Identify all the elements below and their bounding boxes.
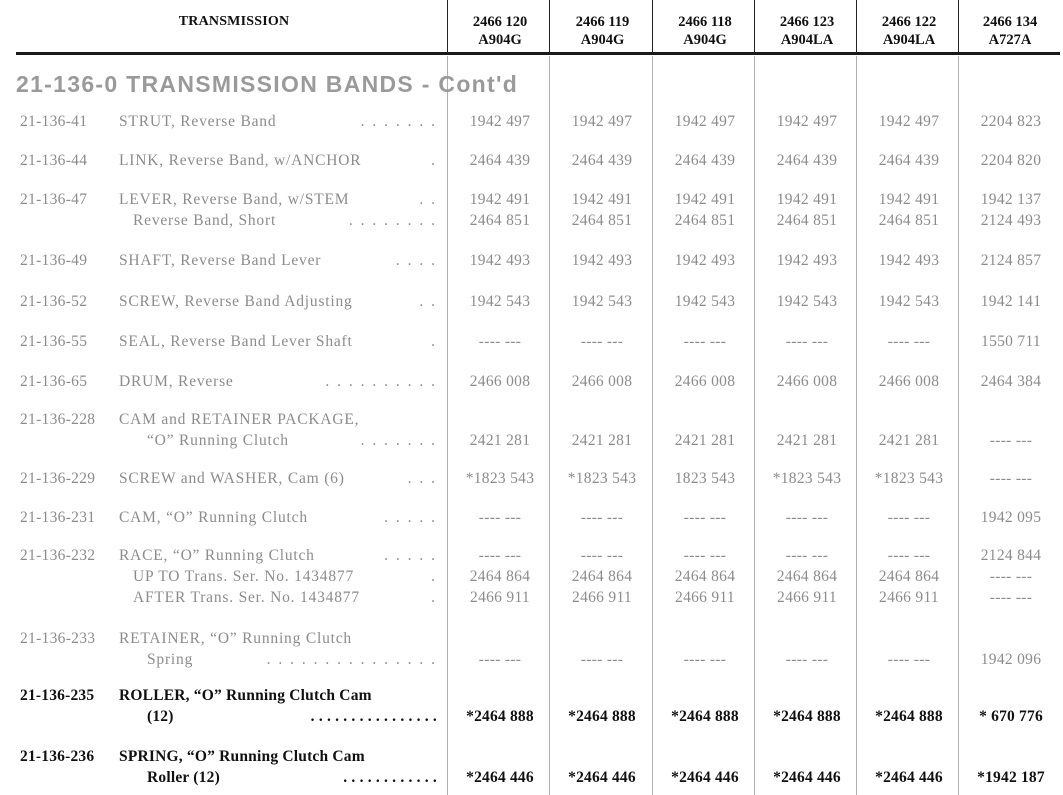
part-number: 21-136-236 (20, 748, 95, 765)
column-header (960, 13, 1060, 49)
column-divider (549, 0, 550, 54)
leader-dots: . . . . . (384, 509, 437, 526)
part-cell: *2464 446 (773, 769, 841, 786)
part-number: 21-136-229 (20, 470, 96, 487)
part-description: SEAL, Reverse Band Lever Shaft (119, 333, 353, 350)
part-cell: 2464 864 (674, 568, 736, 585)
part-description: LINK, Reverse Band, w/ANCHOR (119, 152, 362, 169)
leader-dots: . . (419, 293, 437, 310)
column-model-code: A904G (683, 32, 727, 48)
part-description: ROLLER, “O” Running Clutch Cam (119, 687, 372, 704)
row-line (0, 113, 1063, 133)
part-cell: ---- --- (580, 333, 624, 350)
part-cell: 2464 864 (776, 568, 838, 585)
row-line (0, 212, 1063, 232)
part-cell: ---- --- (989, 568, 1033, 585)
part-cell: 1942 543 (571, 293, 633, 310)
part-cell: ---- --- (580, 509, 624, 526)
part-number: 21-136-65 (20, 373, 88, 390)
part-cell: 2464 851 (878, 212, 940, 229)
part-cell: 1942 497 (571, 113, 633, 130)
leader-dots: . (431, 152, 437, 169)
leader-dots: . . . . . . . . . . . . . . . . (310, 708, 437, 725)
part-cell: 1942 543 (878, 293, 940, 310)
part-cell: 2421 281 (469, 432, 531, 449)
part-cell: 1942 141 (980, 293, 1042, 310)
part-cell: 1942 491 (674, 191, 736, 208)
column-divider (958, 0, 959, 54)
part-cell: 1942 491 (878, 191, 940, 208)
part-cell: 2464 851 (469, 212, 531, 229)
column-header (449, 13, 551, 49)
leader-dots: . . . . . . . . (348, 212, 437, 229)
leader-dots: . . . . . . . . . . . . . . . (266, 651, 437, 668)
part-cell: *2464 446 (875, 769, 943, 786)
part-cell: 2204 820 (980, 152, 1042, 169)
part-cell: 2421 281 (776, 432, 838, 449)
row-line (0, 547, 1063, 567)
part-cell: *2464 888 (466, 708, 534, 725)
column-part-number: 2466 120 (472, 14, 528, 30)
part-number: 21-136-231 (20, 509, 96, 526)
part-cell: 2464 439 (878, 152, 940, 169)
part-cell: 2124 857 (980, 252, 1042, 269)
column-header (756, 13, 858, 49)
part-number: 21-136-44 (20, 152, 88, 169)
part-description: SCREW, Reverse Band Adjusting (119, 293, 353, 310)
part-description: “O” Running Clutch (147, 432, 289, 449)
part-cell: 2466 008 (878, 373, 940, 390)
part-cell: ---- --- (785, 547, 829, 564)
part-cell: 1942 493 (571, 252, 633, 269)
part-cell: *2464 446 (466, 769, 534, 786)
part-cell: 1942 491 (776, 191, 838, 208)
leader-dots: . . . . . . . (360, 432, 437, 449)
column-header (654, 13, 756, 49)
leader-dots: . . . . . (384, 547, 437, 564)
part-cell: ---- --- (478, 509, 522, 526)
part-cell: 1942 491 (571, 191, 633, 208)
part-cell: 2466 911 (879, 589, 939, 606)
part-description: SHAFT, Reverse Band Lever (119, 252, 322, 269)
part-cell: 1942 497 (469, 113, 531, 130)
row-line (0, 687, 1063, 707)
row-line (0, 708, 1063, 728)
column-model-code: A904G (478, 32, 522, 48)
part-description: CAM and RETAINER PACKAGE, (119, 411, 360, 428)
part-cell: 2464 439 (776, 152, 838, 169)
part-cell: ---- --- (989, 432, 1033, 449)
part-description: CAM, “O” Running Clutch (119, 509, 308, 526)
part-cell: 1942 497 (776, 113, 838, 130)
part-cell: 1942 096 (980, 651, 1042, 668)
leader-dots: . (431, 333, 437, 350)
row-line (0, 509, 1063, 529)
part-cell: 1942 493 (674, 252, 736, 269)
part-cell: 1942 095 (980, 509, 1042, 526)
leader-dots: . . (419, 191, 437, 208)
part-cell: 2464 439 (571, 152, 633, 169)
part-cell: ---- --- (887, 333, 931, 350)
part-cell: 1942 493 (878, 252, 940, 269)
part-cell: 2464 864 (878, 568, 940, 585)
part-cell: 2464 384 (980, 373, 1042, 390)
part-cell: 1942 137 (980, 191, 1042, 208)
header-rule (16, 52, 1060, 55)
part-cell: *2464 888 (875, 708, 943, 725)
part-cell: 2124 844 (980, 547, 1042, 564)
part-cell: * 670 776 (979, 708, 1043, 725)
part-cell: 1942 493 (469, 252, 531, 269)
row-line (0, 191, 1063, 211)
part-description: Roller (12) (147, 769, 220, 786)
part-cell: 1942 543 (674, 293, 736, 310)
part-number: 21-136-55 (20, 333, 88, 350)
row-line (0, 748, 1063, 768)
column-divider (447, 0, 448, 54)
row-line (0, 373, 1063, 393)
part-cell: ---- --- (887, 547, 931, 564)
part-cell: 2421 281 (674, 432, 736, 449)
part-cell: 1942 543 (776, 293, 838, 310)
part-description: Reverse Band, Short (133, 212, 277, 229)
part-cell: ---- --- (683, 509, 727, 526)
part-cell: 1942 493 (776, 252, 838, 269)
part-cell: 2464 439 (674, 152, 736, 169)
row-line (0, 333, 1063, 353)
part-cell: *2464 446 (568, 769, 636, 786)
row-line (0, 293, 1063, 313)
part-cell: *1823 543 (567, 470, 637, 487)
part-cell: *1823 543 (772, 470, 842, 487)
part-cell: 2466 911 (777, 589, 837, 606)
part-description: SCREW and WASHER, Cam (6) (119, 470, 345, 487)
part-cell: 2464 851 (674, 212, 736, 229)
part-cell: 2464 851 (776, 212, 838, 229)
part-number: 21-136-52 (20, 293, 88, 310)
part-cell: *1823 543 (874, 470, 944, 487)
part-cell: 1550 711 (981, 333, 1041, 350)
column-part-number: 2466 119 (575, 14, 630, 30)
column-divider (754, 0, 755, 54)
part-cell: 1942 497 (674, 113, 736, 130)
part-cell: 2464 439 (469, 152, 531, 169)
part-cell: 2421 281 (878, 432, 940, 449)
row-line (0, 630, 1063, 650)
part-description: STRUT, Reverse Band (119, 113, 277, 130)
part-cell: ---- --- (785, 333, 829, 350)
row-line (0, 252, 1063, 272)
part-cell: 2466 008 (674, 373, 736, 390)
part-cell: 2466 911 (572, 589, 632, 606)
column-model-code: A904LA (780, 32, 834, 48)
part-description: UP TO Trans. Ser. No. 1434877 (133, 568, 355, 585)
part-cell: *2464 888 (671, 708, 739, 725)
part-cell: *1942 187 (977, 769, 1045, 786)
column-model-code: A904G (580, 32, 625, 48)
column-part-number: 2466 118 (678, 14, 732, 30)
part-cell: 2466 911 (470, 589, 530, 606)
part-cell: ---- --- (785, 509, 829, 526)
part-cell: 1942 543 (469, 293, 531, 310)
row-line (0, 411, 1063, 431)
column-model-code: A727A (988, 32, 1032, 48)
part-description: Spring (147, 651, 194, 668)
part-cell: ---- --- (478, 333, 522, 350)
part-cell: 2466 008 (776, 373, 838, 390)
leader-dots: . (431, 589, 437, 606)
column-header (858, 13, 960, 49)
part-cell: ---- --- (478, 651, 522, 668)
column-header (551, 13, 654, 49)
part-number: 21-136-49 (20, 252, 88, 269)
column-divider (856, 0, 857, 54)
part-number: 21-136-228 (20, 411, 96, 428)
part-cell: ---- --- (580, 547, 624, 564)
row-line (0, 568, 1063, 588)
part-description: AFTER Trans. Ser. No. 1434877 (133, 589, 360, 606)
part-cell: *1823 543 (465, 470, 535, 487)
part-cell: ---- --- (478, 547, 522, 564)
part-cell: 1823 543 (674, 470, 736, 487)
part-cell: *2464 888 (773, 708, 841, 725)
part-cell: 2421 281 (571, 432, 633, 449)
part-number: 21-136-232 (20, 547, 96, 564)
part-cell: 2124 493 (980, 212, 1042, 229)
section-heading: 21-136-0 TRANSMISSION BANDS - Cont'd (16, 71, 519, 97)
part-cell: ---- --- (989, 470, 1033, 487)
column-model-code: A904LA (882, 32, 936, 48)
column-part-number: 2466 122 (881, 14, 937, 30)
part-description: LEVER, Reverse Band, w/STEM (119, 191, 350, 208)
part-description: DRUM, Reverse (119, 373, 234, 390)
part-number: 21-136-47 (20, 191, 88, 208)
row-line (0, 152, 1063, 172)
leader-dots: . . . . . . . . . . (325, 373, 437, 390)
part-number: 21-136-235 (20, 687, 95, 704)
row-line (0, 470, 1063, 490)
part-cell: 2464 851 (571, 212, 633, 229)
part-cell: ---- --- (887, 509, 931, 526)
leader-dots: . . . . . . . (360, 113, 437, 130)
row-line (0, 432, 1063, 452)
part-description: RACE, “O” Running Clutch (119, 547, 315, 564)
leader-dots: . . . . (395, 252, 437, 269)
part-cell: 2204 823 (980, 113, 1042, 130)
leader-dots: . (431, 568, 437, 585)
transmission-header: TRANSMISSION (178, 14, 290, 29)
part-cell: *2464 446 (671, 769, 739, 786)
part-cell: ---- --- (683, 651, 727, 668)
column-part-number: 2466 134 (982, 14, 1038, 30)
part-cell: 2466 008 (571, 373, 633, 390)
part-cell: *2464 888 (568, 708, 636, 725)
part-description: RETAINER, “O” Running Clutch (119, 630, 352, 647)
column-divider (652, 0, 653, 54)
part-description: SPRING, “O” Running Clutch Cam (119, 748, 365, 765)
part-cell: 1942 497 (878, 113, 940, 130)
row-line (0, 589, 1063, 609)
leader-dots: . . . . . . . . . . . . (343, 769, 437, 786)
row-line (0, 651, 1063, 671)
part-number: 21-136-233 (20, 630, 96, 647)
column-part-number: 2466 123 (779, 14, 835, 30)
part-cell: 2466 008 (469, 373, 531, 390)
part-number: 21-136-41 (20, 113, 88, 130)
part-cell: ---- --- (785, 651, 829, 668)
part-cell: ---- --- (580, 651, 624, 668)
row-line (0, 769, 1063, 789)
leader-dots: . . . (407, 470, 437, 487)
part-cell: ---- --- (989, 589, 1033, 606)
part-cell: ---- --- (887, 651, 931, 668)
part-cell: 2466 911 (675, 589, 735, 606)
part-cell: 2464 864 (469, 568, 531, 585)
part-cell: 2464 864 (571, 568, 633, 585)
part-description: (12) (147, 708, 174, 725)
part-cell: ---- --- (683, 333, 727, 350)
part-cell: 1942 491 (469, 191, 531, 208)
part-cell: ---- --- (683, 547, 727, 564)
